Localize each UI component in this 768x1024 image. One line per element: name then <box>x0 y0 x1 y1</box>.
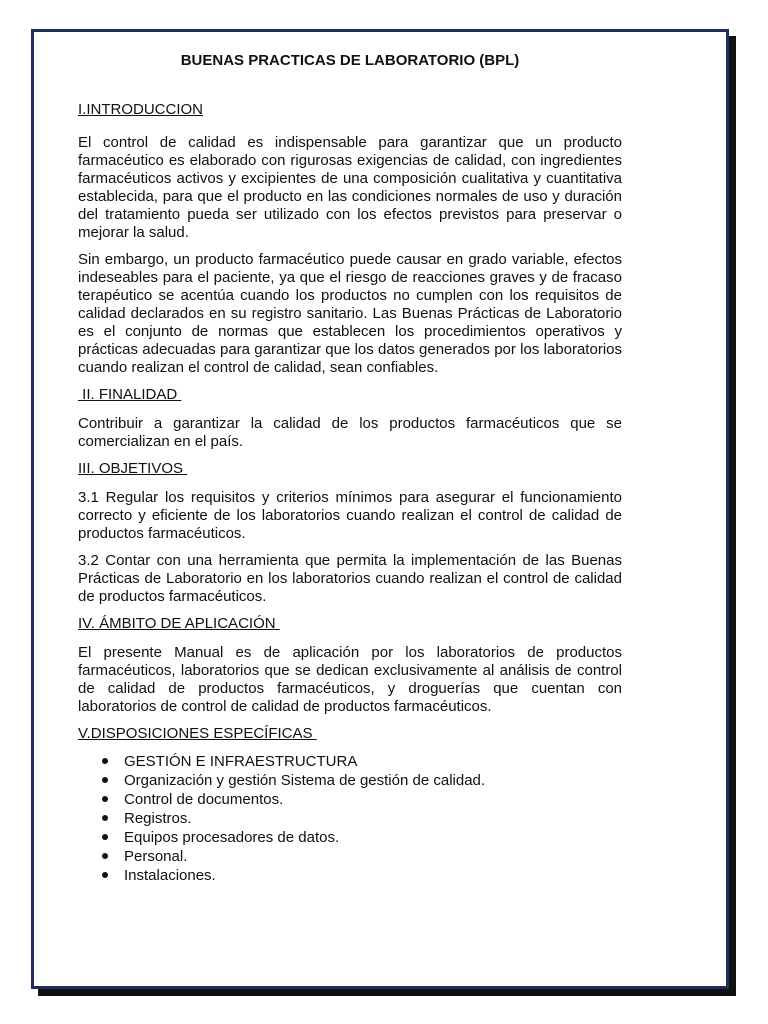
list-item-text: Equipos procesadores de datos. <box>124 829 340 846</box>
list-item-text: Control de documentos. <box>124 791 284 808</box>
list-item-text: Instalaciones. <box>124 867 216 884</box>
document-title: BUENAS PRACTICAS DE LABORATORIO (BPL) <box>180 52 520 69</box>
section-heading: II. FINALIDAD <box>78 386 182 403</box>
paragraph: Contribuir a garantizar la calidad de los productos farmacéuticos que se comercializan en el país. <box>78 415 622 450</box>
bullet-icon <box>102 796 108 802</box>
section-heading: IV. ÁMBITO DE APLICACIÓN <box>78 615 280 632</box>
paragraph: 3.1 Regular los requisitos y criterios mínimos para asegurar el funcionamiento correcto y eficiente de los laboratorios cuando realizan el control de calidad de productos farmacéuticos. <box>78 489 622 542</box>
bullet-icon <box>102 815 108 821</box>
list-item <box>124 771 622 790</box>
section-objetivos <box>78 460 622 606</box>
list-item <box>124 828 622 847</box>
bullet-icon <box>102 834 108 840</box>
section-introduccion <box>78 101 622 377</box>
list-item-text: Organización y gestión Sistema de gestión de calidad. <box>124 772 486 789</box>
section-finalidad <box>78 386 622 451</box>
section-heading: V.DISPOSICIONES ESPECÍFICAS <box>78 725 317 742</box>
list-item-text: Personal. <box>124 848 188 865</box>
list-item-text: GESTIÓN E INFRAESTRUCTURA <box>124 753 358 770</box>
section-disposiciones <box>78 725 622 885</box>
section-heading: I.INTRODUCCION <box>78 101 203 118</box>
bullet-icon <box>102 853 108 859</box>
list-item <box>124 809 622 828</box>
bullet-icon <box>102 777 108 783</box>
list-item <box>124 790 622 809</box>
bullet-list <box>78 752 622 885</box>
paragraph: Sin embargo, un producto farmacéutico puede causar en grado variable, efectos indeseables para el paciente, ya que el riesgo de reacciones graves y de fracaso terapéutico se acentúa cuando los productos no cumplen con los requisitos de calidad declarados en su registro sanitario. Las Buenas Prácticas de Laboratorio es el conjunto de normas que establecen los procedimientos operativos y prácticas adecuadas para garantizar que los datos generados por los laboratorios cuando realizan el control de calidad, sean confiables. <box>78 251 622 376</box>
paragraph: 3.2 Contar con una herramienta que permita la implementación de las Buenas Prácticas de Laboratorio en los laboratorios cuando realizan el control de calidad de productos farmacéuticos. <box>78 552 622 605</box>
bullet-icon <box>102 758 108 764</box>
list-item <box>124 752 622 771</box>
section-ambito <box>78 615 622 716</box>
list-item <box>124 847 622 866</box>
list-item-text: Registros. <box>124 810 192 827</box>
bullet-icon <box>102 872 108 878</box>
paragraph: El control de calidad es indispensable para garantizar que un producto farmacéutico es elaborado con rigurosas exigencias de calidad, con ingredientes farmacéuticos activos y excipientes de una composición cualitativa y cuantitativa establecida, para que el producto en las condiciones normales de uso y duración del tratamiento pueda ser utilizado con los efectos previstos para preservar o mejorar la salud. <box>78 134 622 241</box>
document-content <box>78 52 622 885</box>
section-heading: III. OBJETIVOS <box>78 460 188 477</box>
paragraph: El presente Manual es de aplicación por los laboratorios de productos farmacéuticos, laboratorios que se dedican exclusivamente al análisis de control de calidad de productos farmacéuticos, y droguerías que cuentan con laboratorios de control de calidad de productos farmacéuticos. <box>78 644 622 715</box>
list-item <box>124 866 622 885</box>
